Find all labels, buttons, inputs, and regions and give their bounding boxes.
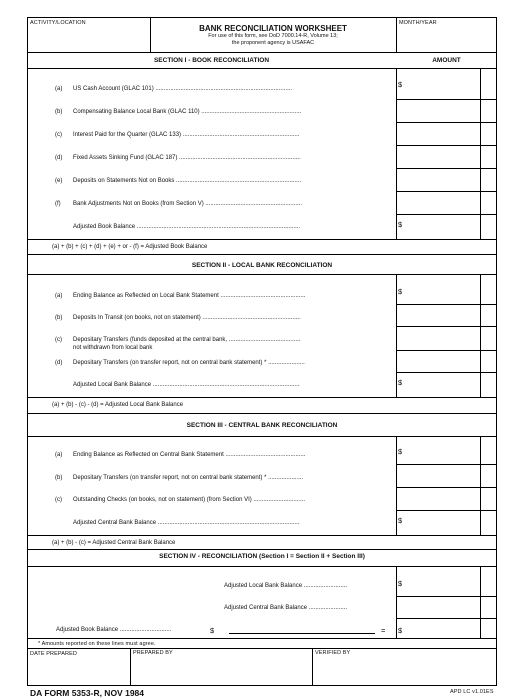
s4-equals: = [381,626,386,635]
s1-formula: (a) + (b) + (c) + (d) + (e) + or - (f) = Adjusted Book Balance [52,244,208,250]
s1-row-c-letter: (c) [55,132,62,138]
s2-row-a-letter: (a) [55,293,63,299]
verified-by-field[interactable] [315,658,495,684]
s1-row-b-label: Compensating Balance Local Bank (GLAC 110) ............................................................ [73,109,302,115]
s1-row-d-amount[interactable] [398,147,478,166]
s2-row-d-amount[interactable] [398,352,478,370]
s2-row-d-label: Depositary Transfers (on transfer report, not on central bank statement) * ...................... [73,360,305,366]
date-prepared-field[interactable] [30,658,128,684]
s2-row-b-label: Deposits In Transit (on books, not on statement) ........................................................... [73,315,301,321]
s3-adjusted-central-label: Adjusted Central Bank Balance ..................................................................................... [73,520,300,526]
s3-formula: (a) + (b) - (c) = Adjusted Central Bank Balance [52,540,176,546]
s3-adjusted-central-amount[interactable] [406,512,478,533]
s4-central-amount[interactable] [398,598,478,616]
form-title: BANK RECONCILIATION WORKSHEET [199,24,347,33]
s3-row-b-label: Depositary Transfers (on transfer report, not on central bank statement) * ..................... [73,475,304,481]
s1-row-c-label: Interest Paid for the Quarter (GLAC 133) ...................................................................... [73,132,300,138]
form-version: APD LC v1.01ES [450,689,494,695]
s2-row-c-label-2: not withdrawn from local bank [73,345,153,351]
s3-row-b-amount[interactable] [398,466,478,485]
s2-row-c-label: Depositary Transfers (funds deposited at the central bank, ........................................... [73,337,301,343]
s1-row-c-amount[interactable] [398,124,478,143]
s1-row-d-letter: (d) [55,155,63,161]
s4-total-amount[interactable] [406,620,478,636]
s2-adjusted-local-amount[interactable] [406,374,478,395]
form-number: DA FORM 5353-R, NOV 1984 [30,688,144,698]
s2-formula: (a) + (b) - (c) - (d) = Adjusted Local Bank Balance [52,402,184,408]
s1-row-f-amount[interactable] [398,193,478,212]
section-3-title: SECTION III - CENTRAL BANK RECONCILIATION [186,422,338,429]
s3-row-a-dollar: $ [398,447,403,456]
s3-row-a-letter: (a) [55,452,63,458]
s2-row-b-letter: (b) [55,315,63,321]
s1-row-e-letter: (e) [55,178,63,184]
s1-row-e-label: Deposits on Statements Not on Books ........................................................................... [73,178,302,184]
s3-row-b-letter: (b) [55,475,63,481]
s1-row-f-letter: (f) [55,201,61,207]
month-year-label: MONTH/YEAR [399,20,437,26]
s3-adjusted-dollar: $ [398,516,403,525]
s2-adjusted-dollar: $ [398,378,403,387]
s1-adjusted-book-amount[interactable] [406,216,478,237]
s4-book-amount[interactable] [229,620,375,632]
s1-row-d-label: Fixed Assets Sinking Fund (GLAC 187) ......................................................................... [73,155,301,161]
s3-row-c-letter: (c) [55,497,62,503]
s4-local-amount[interactable] [406,570,478,594]
activity-location-field[interactable] [30,27,148,49]
s1-row-f-label: Bank Adjustments Not on Books (from Section V) .......................................................... [73,201,303,207]
activity-location-label: ACTIVITY/LOCATION [30,20,86,26]
s3-row-c-amount[interactable] [398,489,478,508]
s4-total-dollar: $ [398,626,403,635]
s3-row-c-label: Outstanding Checks (on books, not on statement) (from Section VI) ............................... [73,497,306,503]
date-prepared-label: DATE PREPARED [30,651,77,657]
s1-row-a-label: US Cash Account (GLAC 101) .................................................................................. [73,86,293,92]
s1-row-a-amount[interactable] [406,72,478,97]
s1-row-b-letter: (b) [55,109,63,115]
s1-adjusted-book-label: Adjusted Book Balance .................................................................................................. [73,224,301,230]
section-4-title: SECTION IV - RECONCILIATION (Section I = Section II + Section III) [159,553,365,560]
s1-row-a-letter: (a) [55,86,63,92]
s3-row-a-amount[interactable] [406,440,478,462]
section-2-title: SECTION II - LOCAL BANK RECONCILIATION [191,262,333,269]
s2-row-d-letter: (d) [55,360,63,366]
amount-header: AMOUNT [432,57,461,64]
verified-by-label: VERIFIED BY [315,650,351,656]
form-subtitle-2: the proponent agency is USAFAC [231,40,315,46]
month-year-field[interactable] [399,27,495,49]
s2-row-a-amount[interactable] [406,278,478,302]
s2-row-c-letter: (c) [55,337,62,343]
s4-book-label: Adjusted Book Balance ............................... [56,627,172,633]
s2-row-c-amount[interactable] [398,328,478,348]
prepared-by-field[interactable] [133,658,310,684]
s3-row-a-label: Ending Balance as Reflected on Central Bank Statement ................................................ [73,452,306,458]
s4-local-label: Adjusted Local Bank Balance .......................... [224,583,348,589]
s2-adjusted-local-label: Adjusted Local Bank Balance ........................................................................................ [73,382,300,388]
footnote: * Amounts reported on these lines must agree. [38,641,156,647]
s4-local-dollar: $ [398,579,403,588]
s4-central-label: Adjusted Central Bank Balance ....................... [224,605,348,611]
s1-row-b-amount[interactable] [398,101,478,120]
s2-row-b-amount[interactable] [398,306,478,324]
s1-adjusted-dollar: $ [398,220,403,229]
s4-book-dollar: $ [210,626,215,635]
s2-row-a-dollar: $ [398,287,403,296]
s1-row-e-amount[interactable] [398,170,478,189]
prepared-by-label: PREPARED BY [133,650,173,656]
section-1-title: SECTION I - BOOK RECONCILIATION [153,57,270,64]
s2-row-a-label: Ending Balance as Reflected on Local Bank Statement ................................................... [73,293,306,299]
s1-row-a-dollar: $ [398,80,403,89]
form-subtitle-1: For use of this form, see DoD 7000.14-R, Volume 13; [208,33,338,39]
